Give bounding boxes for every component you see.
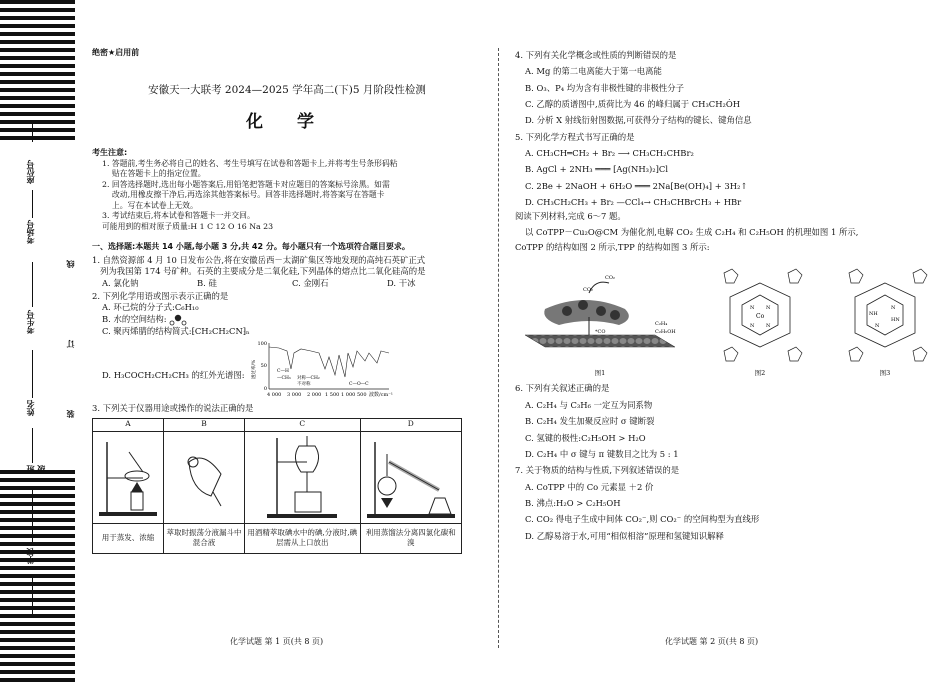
q7-option-c: C. CO₂ 得电子生成中间体 CO₂⁻,则 CO₂⁻ 的空间构型为直线形 — [525, 514, 760, 525]
q5-option-a: A. CH₃CH═CH₂ + Br₂ ⟶ CH₃CH₂CHBr₂ — [525, 148, 694, 159]
label-examinee: 考生号 — [26, 310, 35, 334]
secret-mark: 绝密★启用前 — [92, 48, 140, 57]
notice-item: 3. 考试结束后,将本试卷和答题卡一并交回。 — [102, 211, 255, 221]
ir-spectrum-chart — [249, 339, 399, 401]
question-3 — [92, 403, 482, 553]
q1-stem: 1. 自然资源部 4 月 10 日发布公告,将在安徽岳西－太湖矿集区等地发现的高纯石英矿正式 — [92, 255, 426, 266]
q4-option-b: B. O₃、P₄ 均为含有非极性键的非极性分子 — [525, 82, 684, 93]
caption-d: 利用蒸馏法分离四氯化碳和溴 — [360, 523, 462, 553]
mechanism-figure — [515, 265, 685, 365]
ir-annotation: —CH₃ — [276, 376, 291, 382]
q5-stem: 5. 下列化学方程式书写正确的是 — [515, 131, 635, 142]
q4-option-d: D. 分析 X 射线衍射图数据,可获得分子结构的键长、键角信息 — [525, 115, 752, 126]
q5-option-c: C. 2Be + 2NaOH + 6H₂O ═══ 2Na[Be(OH)₄] + 3H₂↑ — [525, 180, 748, 191]
atom-label: N — [766, 305, 771, 312]
question-4 — [515, 50, 935, 127]
apparatus-a-image — [93, 431, 164, 523]
notice-item: 贴在答题卡上的指定位置。 — [112, 169, 206, 179]
q1-option-c: C. 金刚石 — [292, 277, 329, 288]
ir-ytick: 100 — [257, 341, 267, 348]
binding-stripes-bottom — [0, 470, 75, 688]
fig2-caption: 图2 — [754, 368, 766, 377]
label-school: 学校 — [26, 548, 35, 564]
label-room: 考场号 — [26, 220, 35, 244]
q6-option-b: B. C₂H₄ 发生加聚反应时 σ 键断裂 — [525, 416, 655, 427]
question-2 — [92, 291, 482, 401]
tpp-structure — [835, 265, 935, 365]
notice-item: 2. 回答选择题时,选出每小题答案后,用铅笔把答题卡对应题目的答案标号涂黑。如需 — [102, 179, 390, 189]
notice-heading: 考生注意: — [92, 147, 128, 157]
ir-ylabel: 透过率/% — [251, 359, 257, 380]
question-6 — [515, 383, 935, 460]
column-divider — [498, 48, 499, 648]
fig-label: C₂H₅OH — [655, 329, 676, 336]
question-7 — [515, 465, 935, 542]
q2-option-a: A. 环己烷的分子式:C₆H₁₀ — [102, 302, 199, 313]
material-figures — [515, 257, 935, 377]
q4-option-a: A. Mg 的第二电离能大于第一电离能 — [525, 66, 662, 77]
ir-annotation: 对称—CH₂ — [296, 376, 320, 382]
ir-ytick: 0 — [263, 386, 267, 393]
ir-xtick: 4 000 — [266, 392, 281, 399]
atom-label: Co — [756, 313, 765, 321]
atom-label: N — [766, 323, 771, 330]
q6-option-a: A. C₂H₄ 与 C₃H₆ 一定互为同系物 — [525, 399, 653, 410]
caption-a: 用于蒸发、浓缩 — [93, 523, 164, 553]
exam-title: 安徽天一大联考 2024—2025 学年高二(下)5 月阶段性检测 — [148, 83, 426, 96]
material-p2: CoTPP 的结构如图 2 所示,TPP 的结构如图 3 所示: — [515, 242, 710, 253]
table-header: B — [164, 418, 245, 431]
q4-option-c: C. 乙醇的质谱图中,质荷比为 46 的峰归属于 CH₃CH₂ȮH — [525, 99, 741, 110]
q2-option-b: B. 水的空间结构: — [102, 314, 167, 325]
notice — [92, 148, 482, 232]
footer-page-1: 化学试题 第 1 页(共 8 页) — [230, 637, 324, 646]
left-column — [92, 48, 482, 554]
apparatus-d-image — [360, 431, 462, 523]
ir-annotation: C—O—C — [348, 382, 369, 388]
notice-item: 可能用到的相对原子质量:H 1 C 12 O 16 Na 23 — [102, 221, 274, 231]
caption-c: 用酒精萃取碘水中的碘,分液时,碘层需从上口放出 — [245, 523, 360, 553]
q7-option-b: B. 沸点:H₂O > C₂H₅OH — [525, 497, 621, 508]
apparatus-b-image — [164, 431, 245, 523]
ir-ytick: 50 — [260, 363, 267, 370]
table-header: C — [245, 418, 360, 431]
question-1 — [92, 255, 482, 289]
q1-option-a: A. 氯化钠 — [102, 277, 139, 288]
right-column — [515, 48, 935, 542]
ir-annotation: 不对称 — [296, 382, 311, 388]
q1-option-d: D. 干冰 — [387, 277, 416, 288]
q7-option-a: A. CoTPP 中的 Co 元素显 ＋2 价 — [525, 481, 654, 492]
q6-stem: 6. 下列有关叙述正确的是 — [515, 383, 610, 394]
fig1-caption: 图1 — [594, 368, 606, 377]
mark-staple: 装 — [66, 410, 75, 418]
ir-xtick: 2 000 — [306, 392, 321, 399]
atom-label: N — [750, 323, 755, 330]
q2-stem: 2. 下列化学用语或图示表示正确的是 — [92, 291, 229, 302]
q6-option-c: C. 氢键的极性:C₂H₅OH > H₂O — [525, 432, 646, 443]
material-intro: 阅读下列材料,完成 6～7 题。 — [515, 211, 626, 222]
apparatus-table — [92, 418, 462, 554]
fig-label: *CO — [595, 329, 606, 336]
section-heading: 一、选择题:本题共 14 小题,每小题 3 分,共 42 分。每小题只有一个选项符合题目要求。 — [92, 242, 410, 252]
atom-label: N — [875, 323, 880, 330]
q7-option-d: D. 乙醇易溶于水,可用“相似相溶”原理和氢键知识解释 — [525, 530, 724, 541]
material-p1: 以 CoTPP－Cu₂O@CM 为催化剂,电解 CO₂ 生成 C₂H₄ 和 C₂H₅OH 的机理如图 1 所示, — [525, 226, 859, 237]
atom-label: NH — [869, 311, 878, 318]
q7-stem: 7. 关于物质的结构与性质,下列叙述错误的是 — [515, 465, 680, 476]
reading-material — [515, 211, 935, 377]
fig-label: CO₂ — [583, 287, 593, 294]
q1-option-b: B. 硅 — [197, 277, 217, 288]
ir-annotation: C—H — [276, 369, 289, 375]
q5-option-b: B. AgCl + 2NH₃ ═══ [Ag(NH₃)₂]Cl — [525, 164, 668, 175]
binding-stripes-top — [0, 0, 75, 150]
notice-item: 上。写在本试卷上无效。 — [112, 200, 198, 210]
ir-xtick: 1 000 — [340, 392, 355, 399]
q4-stem: 4. 下列有关化学概念或性质的判断错误的是 — [515, 50, 677, 60]
table-header: A — [93, 418, 164, 431]
atom-label: N — [750, 305, 755, 312]
label-name: 姓名 — [26, 400, 35, 416]
mark-bind: 订 — [66, 340, 75, 348]
ir-xlabel: 波数/cm⁻¹ — [368, 392, 393, 399]
ir-xtick: 1 500 — [324, 392, 339, 399]
q1-stem-cont: 列为我国第 174 号矿种。石英的主要成分是二氧化硅,下列晶体的熔点比二氧化硅高的是 — [100, 266, 426, 277]
q2-option-c: C. 聚丙烯腈的结构简式:⁅CH₂CH₂CN⁆ₙ — [102, 325, 250, 336]
fig-label: CO₂ — [605, 275, 615, 282]
q2-option-d: D. H₃COCH₂CH₂CH₃ 的红外光谱图: — [102, 369, 245, 380]
label-class: 班级 — [26, 465, 46, 473]
atom-label: HN — [891, 317, 900, 324]
subject-title: 化 学 — [246, 111, 328, 132]
mark-line: 线 — [66, 260, 75, 268]
fig-label: C₂H₄ — [655, 321, 668, 328]
notice-item: 1. 答题前,考生务必将自己的姓名、考生号填写在试卷和答题卡上,并将考生号条形码粘 — [102, 158, 398, 168]
question-5 — [515, 132, 935, 209]
notice-item: 改动,用橡皮擦干净后,再选涂其他答案标号。回答非选择题时,将答案写在答题卡 — [112, 190, 385, 200]
footer-page-2: 化学试题 第 2 页(共 8 页) — [665, 637, 759, 646]
apparatus-c-image — [245, 431, 360, 523]
ir-xtick: 3 000 — [286, 392, 301, 399]
cotpp-structure — [710, 265, 810, 365]
q5-option-d: D. CH₃CH₂CH₃ + Br₂ —CCl₄→ CH₃CHBrCH₃ + HBr — [525, 197, 742, 208]
atom-label: N — [891, 305, 896, 312]
water-molecule-icon — [167, 314, 189, 326]
label-seat: 座位号 — [26, 160, 35, 184]
q6-option-d: D. C₂H₄ 中 σ 键与 π 键数目之比为 5 : 1 — [525, 448, 679, 459]
table-header: D — [360, 418, 462, 431]
ir-xtick: 500 — [356, 392, 367, 399]
q3-stem: 3. 下列关于仪器用途或操作的说法正确的是 — [92, 403, 254, 414]
fig3-caption: 图3 — [879, 368, 891, 377]
binding-area — [0, 150, 80, 473]
caption-b: 萃取时振荡分液漏斗中混合液 — [164, 523, 245, 553]
